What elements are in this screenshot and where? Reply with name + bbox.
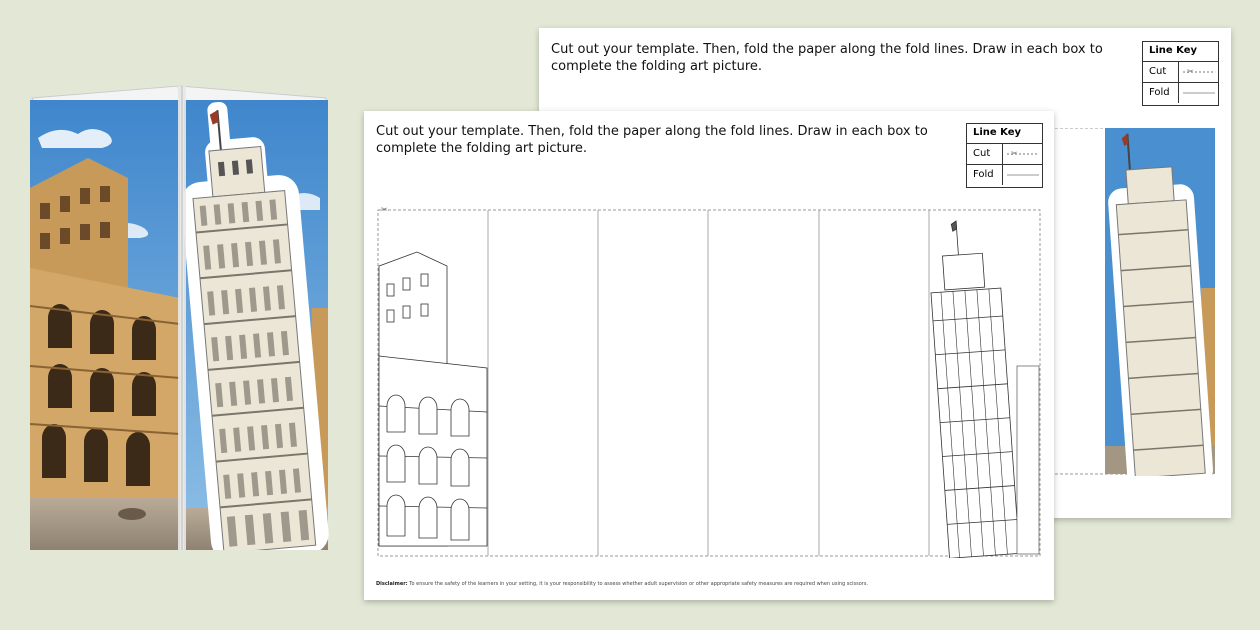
scissors-icon [1179,62,1217,82]
tower-line-art [926,218,1019,558]
line-key-fold-row [1143,83,1218,103]
cut-label: Cut [1143,62,1179,82]
line-key-cut-row [967,144,1042,165]
svg-text:✂: ✂ [1187,67,1194,76]
line-key-title: Line Key [967,124,1042,144]
fold-label: Fold [967,165,1003,185]
instructions-text: Cut out your template. Then, fold the paper along the fold lines. Draw in each box to complete the folding art picture. [376,124,928,156]
line-key [966,123,1043,188]
fold-line-sample [1179,83,1218,103]
line-key [1142,41,1219,106]
cut-label: Cut [967,144,1003,164]
fold-lines [488,210,929,556]
scissors-icon [1003,144,1041,164]
svg-text:✂: ✂ [1011,149,1018,158]
fold-label: Fold [1143,83,1179,103]
folding-template [377,206,1041,558]
fold-line-sample [1003,165,1042,185]
instructions-text: Cut out your template. Then, fold the paper along the fold lines. Draw in each box to complete the folding art picture. [551,42,1103,74]
disclaimer-label: Disclaimer: [376,581,408,587]
folded-artwork [28,78,330,550]
disclaimer-text: To ensure the safety of the learners in your setting, it is your responsibility to assess whether adult supervision or other appropriate safety measures are required when using scissors. [409,581,869,587]
template-sheet-front [364,111,1054,600]
disclaimer [376,581,868,587]
line-key-fold-row [967,165,1042,185]
line-key-title: Line Key [1143,42,1218,62]
colosseum-line-art [379,252,487,546]
folded-artwork-illustration [28,78,330,550]
scissors-icon: ✂ [381,206,388,214]
back-template-strip [1055,128,1217,476]
line-key-cut-row [1143,62,1218,83]
cut-line-sample [1179,62,1218,82]
cut-line-sample [1003,144,1042,164]
